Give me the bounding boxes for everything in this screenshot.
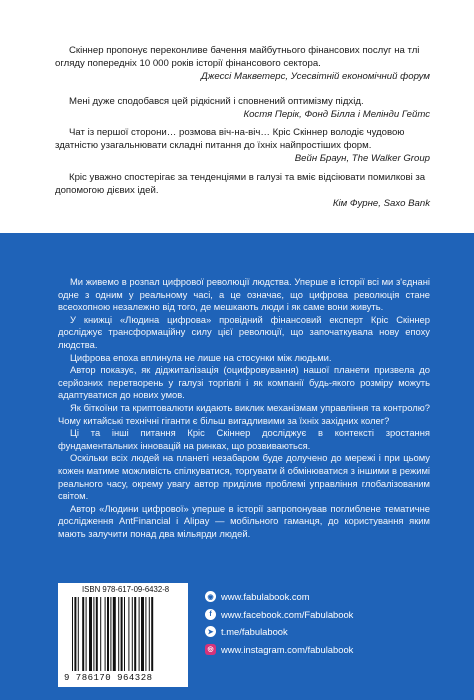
- quote-attribution: Костя Перік, Фонд Білла і Мелінди Гейтс: [243, 109, 430, 120]
- book-description: [58, 276, 430, 540]
- barcode-bar: [78, 597, 79, 671]
- barcode-bar: [124, 597, 125, 671]
- barcode-bar: [82, 597, 84, 671]
- quote-text: Кріс уважно спостерігає за тенденціями в галузі та вміє відсіювати помилкові за допомогою дієвих ідей.: [55, 172, 426, 196]
- quote-text: Скіннер пропонує переконливе бачення майбутнього фінансових послуг на тлі огляду попередніх 10 000 років історії фінансового сектора.: [55, 45, 420, 69]
- link-telegram[interactable]: [205, 623, 425, 640]
- facebook-icon: f: [205, 609, 216, 620]
- link-text: www.facebook.com/Fabulabook: [221, 608, 354, 620]
- barcode-bars: [70, 587, 182, 675]
- description-paragraph: Автор «Людини цифрової» уперше в історії запропонував поглиблене тематичне дослідження AntFinancial і Alipay — мобільного гаманця, до користування яким мають залучити понад два мільярди людей.: [58, 502, 430, 539]
- description-paragraph: Як біткоїни та криптовалюти кидають виклик механізмам управління та контролю? Чому китайські технічні гіганти є більш вигадливими за їхніх західних колег?: [58, 401, 430, 426]
- quotes-section: [0, 0, 474, 233]
- telegram-icon: ➤: [205, 626, 216, 637]
- description-paragraph: Автор показує, як діджиталізація (оцифровування) нашої планети призвела до серйозних перетворень у галузі торгівлі і як компанії будь-якого розміру можуть адаптуватися до нових умов.: [58, 364, 430, 401]
- description-paragraph: Ми живемо в розпал цифрової революції людства. Уперше в історії всі ми з'єднані одне з одним у реальному часі, а це означає, що цифрова революція стане всеохопною незалежно від того, де мешкають люди і як саме вони живуть.: [58, 276, 430, 313]
- description-paragraph: У книжці «Людина цифрова» провідний фінансовий експерт Кріс Скіннер досліджує трансформаційну силу цієї революції, що започаткувала нову епоху людства.: [58, 313, 430, 350]
- barcode-bar: [141, 597, 144, 671]
- barcode-bar: [96, 597, 98, 671]
- quote-3: [55, 126, 430, 165]
- globe-icon: ◉: [205, 591, 216, 602]
- isbn-label: ISBN 978-617-09-6432-8: [82, 585, 170, 594]
- link-text: t.me/fabulabook: [221, 626, 288, 637]
- quote-4: [55, 171, 430, 210]
- barcode-bar: [100, 597, 101, 671]
- barcode-bar: [110, 597, 111, 671]
- barcode-bar: [72, 597, 73, 671]
- quote-2: [55, 95, 430, 121]
- link-facebook[interactable]: [205, 606, 425, 623]
- description-paragraph: Цифрова епоха вплинула не лише на стосунки між людьми.: [70, 351, 332, 363]
- barcode-bar: [105, 597, 106, 671]
- barcode-bar: [132, 597, 133, 671]
- description-section: [0, 233, 474, 700]
- barcode-bar: [89, 597, 92, 671]
- barcode-bar: [118, 597, 119, 671]
- link-text: www.instagram.com/fabulabook: [221, 643, 354, 655]
- barcode-bar: [93, 597, 94, 671]
- link-instagram[interactable]: [205, 641, 425, 658]
- description-paragraph: Оскільки всіх людей на планеті незабаром буде долучено до мережі і при цьому кожен матиме можливість спілкуватися, торгувати й обмінюватися з іншими в режимі реального часу, окрему увагу автор приділив проблемі управління глобалізованим світом.: [58, 452, 430, 502]
- barcode-bar: [113, 597, 116, 671]
- link-website[interactable]: [205, 588, 425, 605]
- description-paragraph: Ці та інші питання Кріс Скіннер досліджує в контексті зростання фундаментальних інновацій на ринках, що розвиваються.: [58, 427, 430, 451]
- quote-attribution: Джессі Макветерс, Усесвітній економічний форум: [201, 71, 430, 82]
- social-links: [205, 588, 425, 658]
- quote-attribution: Кім Фурне, Saxo Bank: [332, 198, 430, 209]
- quote-text: Чат із першої сторони… розмова віч-на-віч… Кріс Скіннер володіє чудовою здатністю узагальнювати складні питання до їхніх найпростіших форм.: [55, 127, 405, 151]
- barcode-bar: [121, 597, 123, 671]
- barcode-bar: [134, 597, 136, 671]
- barcode-bar: [149, 597, 150, 671]
- quote-1: [55, 44, 430, 83]
- barcode-bar: [145, 597, 146, 671]
- barcode: [58, 583, 188, 687]
- instagram-icon: ◎: [205, 644, 216, 655]
- barcode-digits: 9 786170 964328: [64, 673, 153, 683]
- link-text: www.fabulabook.com: [221, 591, 310, 602]
- barcode-bar: [151, 597, 153, 671]
- barcode-bar: [107, 597, 109, 671]
- barcode-bar: [86, 597, 87, 671]
- barcode-bar: [139, 597, 140, 671]
- barcode-bar: [74, 597, 76, 671]
- barcode-bar: [128, 597, 129, 671]
- quote-attribution: Вейн Браун, The Walker Group: [294, 153, 430, 164]
- quote-text: Мені дуже сподобався цей рідкісний і сповнений оптимізму підхід.: [69, 96, 364, 107]
